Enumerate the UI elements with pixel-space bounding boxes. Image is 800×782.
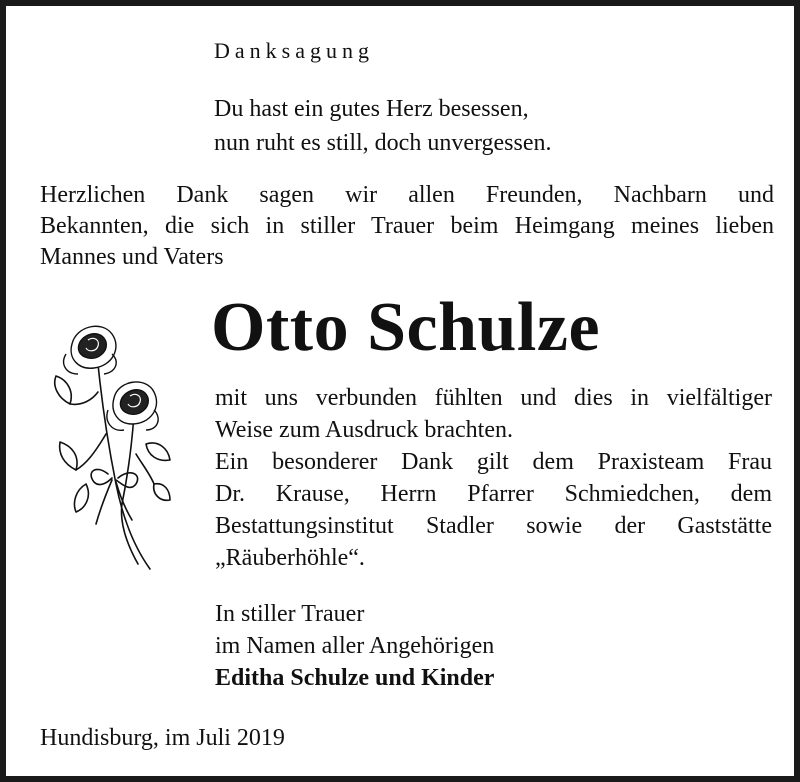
body-line: mit uns verbunden fühlten und dies in vielfältiger (215, 385, 772, 411)
body-line: Dr. Krause, Herrn Pfarrer Schmiedchen, dem (215, 481, 772, 507)
body-line: Weise zum Ausdruck brachten. (215, 417, 513, 443)
signer-name: Editha Schulze und Kinder (215, 665, 495, 691)
body-line: „Räuberhöhle“. (215, 545, 365, 571)
intro-line: Mannes und Vaters (40, 244, 224, 270)
verse-line: nun ruht es still, doch unvergessen. (214, 130, 552, 156)
closing-line: im Namen aller Angehörigen (215, 633, 495, 659)
roses-illustration-icon (46, 314, 176, 576)
intro-line: Herzlichen Dank sagen wir allen Freunden, Nachbarn und (40, 182, 774, 208)
intro-line: Bekannten, die sich in stiller Trauer beim Heimgang meines lieben (40, 213, 774, 239)
deceased-name: Otto Schulze (211, 289, 601, 366)
closing-block (215, 598, 494, 694)
verse-line: Du hast ein gutes Herz besessen, (214, 96, 529, 122)
notice-heading: Danksagung (214, 38, 374, 63)
body-line: Bestattungsinstitut Stadler sowie der Gaststätte (215, 513, 772, 539)
body-paragraph (215, 382, 772, 574)
body-line: Ein besonderer Dank gilt dem Praxisteam Frau (215, 449, 772, 475)
intro-paragraph (40, 180, 774, 273)
place-date: Hundisburg, im Juli 2019 (40, 725, 285, 751)
closing-line: In stiller Trauer (215, 601, 365, 627)
verse (214, 92, 552, 160)
